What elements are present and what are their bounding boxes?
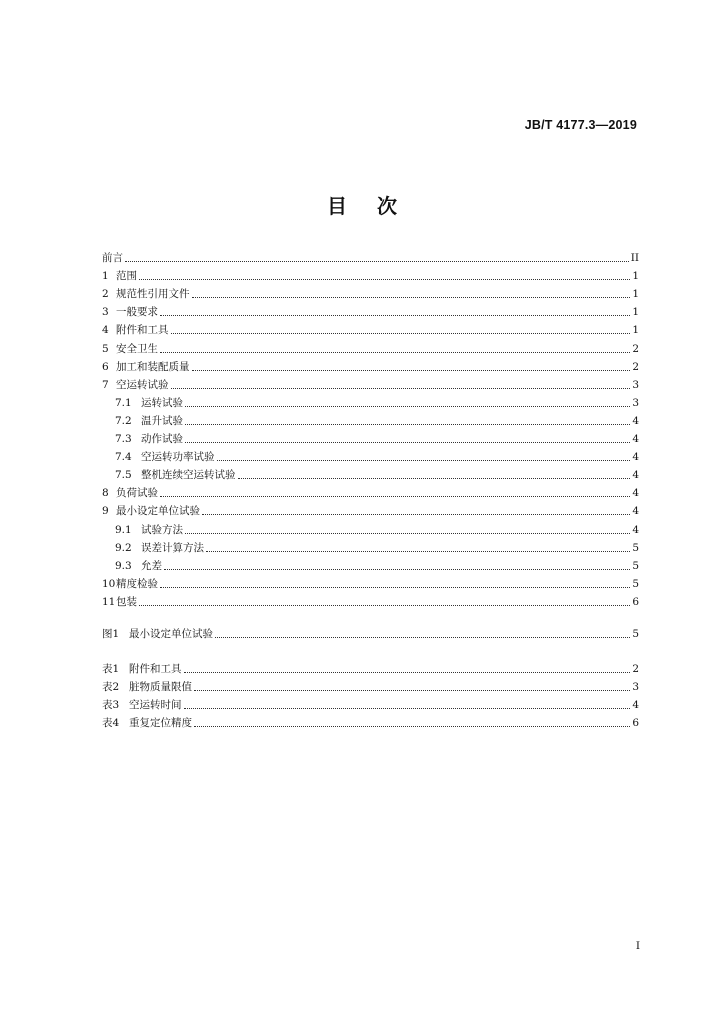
entry-label [102, 343, 158, 356]
dot-leader [192, 369, 631, 371]
entry-page-number: 6 [632, 717, 639, 730]
dot-leader [194, 689, 630, 691]
entry-number: 表4 [102, 717, 120, 730]
entry-title: 空运转功率试验 [141, 451, 215, 464]
entry-label [102, 379, 169, 392]
entry-title: 运转试验 [141, 396, 183, 409]
toc-entry[interactable] [102, 374, 639, 392]
entry-number: 9 [102, 505, 109, 518]
toc-entry[interactable] [102, 500, 639, 518]
entry-number: 1 [102, 270, 109, 283]
toc-entry[interactable] [102, 555, 639, 573]
dot-leader [139, 604, 630, 606]
table-entry[interactable] [102, 712, 639, 730]
figure-list [102, 623, 639, 641]
toc-entry[interactable] [102, 518, 639, 536]
entry-page-number: 1 [632, 306, 639, 319]
entry-label [102, 487, 158, 500]
toc-entry[interactable] [102, 283, 639, 301]
toc-list [102, 247, 639, 609]
dot-leader [206, 550, 630, 552]
entry-number: 9.2 [115, 541, 132, 554]
dot-leader [139, 278, 630, 280]
page-number: I [635, 940, 640, 952]
dot-leader [192, 296, 631, 298]
toc-entry[interactable] [102, 428, 639, 446]
entry-label [102, 663, 182, 676]
dot-leader [185, 405, 630, 407]
dot-leader [171, 332, 631, 334]
entry-number: 3 [102, 306, 109, 319]
dot-leader [160, 314, 630, 316]
entry-title: 前言 [102, 252, 123, 265]
table-entry[interactable] [102, 694, 639, 712]
entry-number: 8 [102, 487, 109, 500]
entry-number: 10 [102, 577, 116, 590]
entry-label [102, 699, 182, 712]
toc-entry[interactable] [102, 319, 639, 337]
dot-leader [160, 586, 630, 588]
entry-label [102, 451, 215, 464]
toc-entry[interactable] [102, 482, 639, 500]
entry-page-number: 4 [632, 451, 639, 464]
entry-number: 7.5 [115, 469, 132, 482]
entry-title: 安全卫生 [116, 342, 158, 355]
entry-title: 负荷试验 [116, 487, 158, 500]
entry-page-number: 4 [632, 523, 639, 536]
entry-number: 7.4 [115, 451, 132, 464]
toc-entry[interactable] [102, 265, 639, 283]
entry-title: 最小设定单位试验 [129, 628, 213, 641]
entry-page-number: 4 [632, 487, 639, 500]
dot-leader [194, 725, 630, 727]
entry-page-number: 5 [632, 541, 639, 554]
entry-number: 图1 [102, 628, 120, 641]
entry-number: 5 [102, 342, 109, 355]
entry-label [102, 270, 137, 283]
entry-page-number: 5 [632, 577, 639, 590]
standard-code: JB/T 4177.3—2019 [524, 118, 637, 132]
entry-page-number: 5 [632, 559, 639, 572]
entry-label [102, 524, 183, 537]
dot-leader [217, 459, 631, 461]
entry-page-number: 6 [632, 595, 639, 608]
toc-entry[interactable] [102, 464, 639, 482]
entry-number: 7.1 [115, 396, 132, 409]
entry-page-number: 2 [632, 360, 639, 373]
entry-page-number: 3 [632, 378, 639, 391]
dot-leader [160, 351, 630, 353]
dot-leader [184, 671, 631, 673]
toc-entry[interactable] [102, 301, 639, 319]
entry-label [102, 578, 158, 591]
entry-label [102, 681, 192, 694]
entry-title: 一般要求 [116, 306, 158, 319]
entry-title: 最小设定单位试验 [116, 505, 200, 518]
entry-title: 误差计算方法 [141, 541, 204, 554]
title-char-2: 次 [377, 194, 397, 218]
figure-entry[interactable] [102, 623, 639, 641]
entry-label [102, 596, 137, 609]
entry-page-number: 4 [632, 433, 639, 446]
dot-leader [215, 636, 630, 638]
entry-page-number: 4 [632, 469, 639, 482]
toc-entry[interactable] [102, 410, 639, 428]
entry-page-number: 1 [632, 324, 639, 337]
entry-label [102, 415, 183, 428]
entry-title: 包装 [116, 595, 137, 608]
entry-title: 整机连续空运转试验 [141, 469, 236, 482]
entry-number: 4 [102, 324, 109, 337]
entry-title: 重复定位精度 [129, 717, 192, 730]
entry-label [102, 288, 190, 301]
dot-leader [202, 513, 630, 515]
entry-title: 附件和工具 [116, 324, 169, 337]
entry-number: 表2 [102, 681, 120, 694]
entry-label [102, 469, 236, 482]
entry-page-number: 2 [632, 663, 639, 676]
entry-label [102, 361, 190, 374]
table-entry[interactable] [102, 676, 639, 694]
entry-label [102, 324, 169, 337]
entry-title: 动作试验 [141, 433, 183, 446]
table-list [102, 658, 639, 730]
entry-number: 6 [102, 360, 109, 373]
entry-label [102, 717, 192, 730]
entry-label [102, 397, 183, 410]
entry-page-number: 5 [632, 628, 639, 641]
entry-title: 空运转时间 [129, 699, 182, 712]
entry-number: 7.2 [115, 414, 132, 427]
entry-number: 2 [102, 288, 109, 301]
entry-title: 附件和工具 [129, 663, 182, 676]
dot-leader [160, 495, 630, 497]
dot-leader [185, 423, 630, 425]
entry-page-number: 1 [632, 288, 639, 301]
entry-number: 7.3 [115, 433, 132, 446]
entry-number: 11 [102, 595, 116, 608]
toc-entry[interactable] [102, 573, 639, 591]
dot-leader [171, 387, 631, 389]
entry-number: 表1 [102, 663, 120, 676]
title-char-1: 目 [327, 194, 347, 218]
entry-title: 精度检验 [116, 577, 158, 590]
entry-page-number: 3 [632, 681, 639, 694]
entry-title: 范围 [116, 270, 137, 283]
table-entry[interactable] [102, 658, 639, 676]
toc-entry[interactable] [102, 446, 639, 464]
entry-number: 7 [102, 378, 109, 391]
toc-entry[interactable] [102, 247, 639, 265]
entry-label [102, 560, 162, 573]
dot-leader [185, 441, 630, 443]
entry-page-number: 4 [632, 414, 639, 427]
entry-page-number: 4 [632, 699, 639, 712]
entry-page-number: II [630, 252, 639, 265]
entry-title: 温升试验 [141, 414, 183, 427]
entry-page-number: 1 [632, 270, 639, 283]
entry-number: 9.1 [115, 523, 132, 536]
entry-page-number: 3 [632, 396, 639, 409]
toc-entry[interactable] [102, 356, 639, 374]
entry-label [102, 433, 183, 446]
entry-number: 表3 [102, 699, 120, 712]
toc-entry[interactable] [102, 392, 639, 410]
entry-label [102, 505, 200, 518]
toc-entry[interactable] [102, 537, 639, 555]
entry-title: 空运转试验 [116, 378, 169, 391]
dot-leader [238, 477, 631, 479]
page-title [0, 190, 724, 219]
toc-entry[interactable] [102, 591, 639, 609]
entry-label [102, 628, 213, 641]
dot-leader [164, 568, 630, 570]
entry-label [102, 252, 123, 265]
entry-title: 规范性引用文件 [116, 288, 190, 301]
toc-entry[interactable] [102, 337, 639, 355]
entry-label [102, 542, 204, 555]
dot-leader [125, 260, 629, 262]
entry-title: 脏物质量限值 [129, 681, 192, 694]
entry-title: 试验方法 [141, 523, 183, 536]
entry-page-number: 2 [632, 342, 639, 355]
entry-title: 加工和装配质量 [116, 360, 190, 373]
dot-leader [184, 707, 631, 709]
dot-leader [185, 532, 630, 534]
entry-number: 9.3 [115, 559, 132, 572]
entry-page-number: 4 [632, 505, 639, 518]
entry-label [102, 306, 158, 319]
entry-title: 允差 [141, 559, 162, 572]
